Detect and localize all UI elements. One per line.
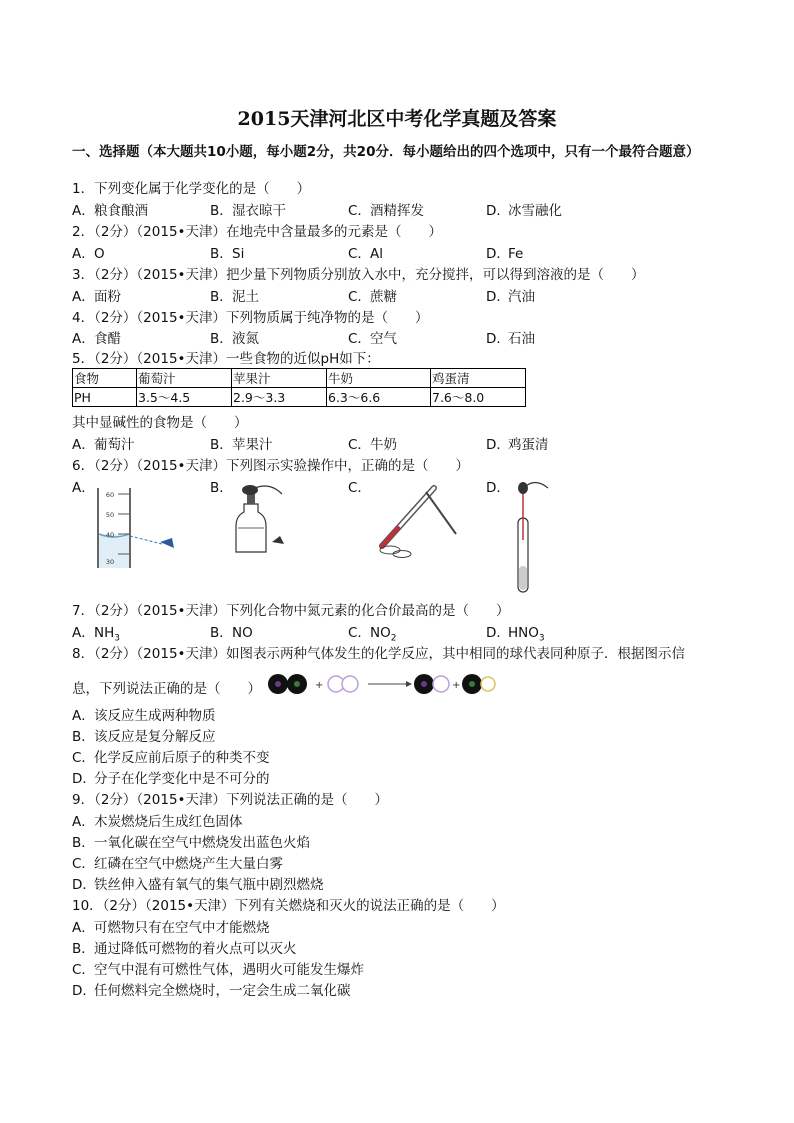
q6-label-a: A． [72,480,95,496]
q8-option-a: A．该反应生成两种物质 [72,708,216,724]
q3-option-a: A．面粉 [72,289,121,305]
q7-stem: 7．（2分）（2015•天津）下列化合物中氮元素的化合价最高的是（ ） [72,603,510,619]
q7-option-c: C．$NO_2$ [348,625,397,644]
table-cell: PH [73,388,137,407]
q8-stem-line2: 息，下列说法正确的是（ ） [72,681,261,697]
q2-stem: 2．（2分）（2015•天津）在地壳中含量最多的元素是（ ） [72,224,442,240]
q6-label-c: C． [348,480,371,496]
q5-stem: 5．（2分）（2015•天津）一些食物的近似pH如下： [72,351,380,367]
q2-option-d: D．Fe [486,246,524,262]
cylinder-tick: 50 [105,511,115,519]
q3-option-d: D．汽油 [486,289,535,305]
q6-label-b: B． [210,480,233,496]
cylinder-tick: 60 [105,491,115,499]
q3-option-b: B．泥土 [210,289,259,305]
table-header-row [73,369,526,388]
q10-option-c: C．空气中混有可燃性气体，遇明火可能发生爆炸 [72,962,364,978]
table-cell: 6.3～6.6 [327,388,431,407]
q3-stem: 3．（2分）（2015•天津）把少量下列物质分别放入水中，充分搅拌，可以得到溶液的是（ ） [72,267,645,283]
q4-option-b: B．液氮 [210,331,259,347]
q9-option-a: A．木炭燃烧后生成红色固体 [72,814,243,830]
q9-option-d: D．铁丝伸入盛有氧气的集气瓶中剧烈燃烧 [72,877,324,893]
stopper-icon [272,536,284,544]
table-cell: 7.6～8.0 [431,388,526,407]
table-cell: 葡萄汁 [137,369,232,388]
q10-option-a: A．可燃物只有在空气中才能燃烧 [72,920,270,936]
table-row [73,388,526,407]
dropper-bottle-figure [226,482,292,556]
q1-option-a: A．粮食酿酒 [72,203,148,219]
measuring-cylinder-figure [88,484,184,574]
table-cell: 3.5～4.5 [137,388,232,407]
table-cell: 鸡蛋清 [431,369,526,388]
table-cell: 食物 [73,369,137,388]
q7-option-b: B．NO [210,625,253,641]
table-cell: 2.9～3.3 [232,388,327,407]
plus-sign: + [315,680,324,691]
q2-option-a: A．O [72,246,105,262]
q2-option-c: C．Al [348,246,383,262]
table-cell: 牛奶 [327,369,431,388]
q4-stem: 4．（2分）（2015•天津）下列物质属于纯净物的是（ ） [72,310,429,326]
q2-option-b: B．Si [210,246,245,262]
eye-icon [160,538,174,548]
q4-option-a: A．食醋 [72,331,121,347]
q9-stem: 9．（2分）（2015•天津）下列说法正确的是（ ） [72,792,388,808]
q5-option-d: D．鸡蛋清 [486,437,549,453]
plus-sign: + [452,680,461,691]
arrow-icon [406,681,412,687]
cylinder-tick: 40 [105,531,115,539]
reaction-diagram [266,670,496,698]
q5-option-c: C．牛奶 [348,437,397,453]
cylinder-tick: 30 [105,558,115,566]
q4-option-d: D．石油 [486,331,535,347]
q8-stem-line1: 8．（2分）（2015•天津）如图表示两种气体发生的化学反应，其中相同的球代表同种原子．根据图示信 [72,646,685,662]
q6-stem: 6．（2分）（2015•天津）下列图示实验操作中，正确的是（ ） [72,458,469,474]
q10-option-d: D．任何燃料完全燃烧时，一定会生成二氧化碳 [72,983,351,999]
q5-option-b: B．苹果汁 [210,437,273,453]
q4-option-c: C．空气 [348,331,397,347]
q1-stem: 1．下列变化属于化学变化的是（ ） [72,181,311,197]
test-tube-heating-figure [368,480,468,560]
q8-option-c: C．化学反应前后原子的种类不变 [72,750,270,766]
q7-option-d: D．$HNO_3$ [486,625,545,644]
q8-option-d: D．分子在化学变化中是不可分的 [72,771,270,787]
q7-option-a: A．$NH_3$ [72,625,120,644]
q10-stem: 10．（2分）（2015•天津）下列有关燃烧和灭火的说法正确的是（ ） [72,898,505,914]
dropper-testtube-figure [506,480,556,596]
q8-option-b: B．该反应是复分解反应 [72,729,216,745]
page-title: 2015天津河北区中考化学真题及答案 [237,108,557,130]
q9-option-c: C．红磷在空气中燃烧产生大量白雾 [72,856,283,872]
q1-option-d: D．冰雪融化 [486,203,562,219]
q1-option-b: B．湿衣晾干 [210,203,286,219]
section-heading: 一、选择题（本大题共10小题，每小题2分，共20分．每小题给出的四个选项中，只有一个最符合题意） [72,144,700,160]
table-cell: 苹果汁 [232,369,327,388]
q5-question: 其中显碱性的食物是（ ） [72,415,248,431]
q3-option-c: C．蔗糖 [348,289,397,305]
q5-option-a: A．葡萄汁 [72,437,135,453]
q6-label-d: D． [486,480,510,496]
q9-option-b: B．一氧化碳在空气中燃烧发出蓝色火焰 [72,835,310,851]
ph-table [72,368,526,407]
q10-option-b: B．通过降低可燃物的着火点可以灭火 [72,941,297,957]
q1-option-c: C．酒精挥发 [348,203,424,219]
